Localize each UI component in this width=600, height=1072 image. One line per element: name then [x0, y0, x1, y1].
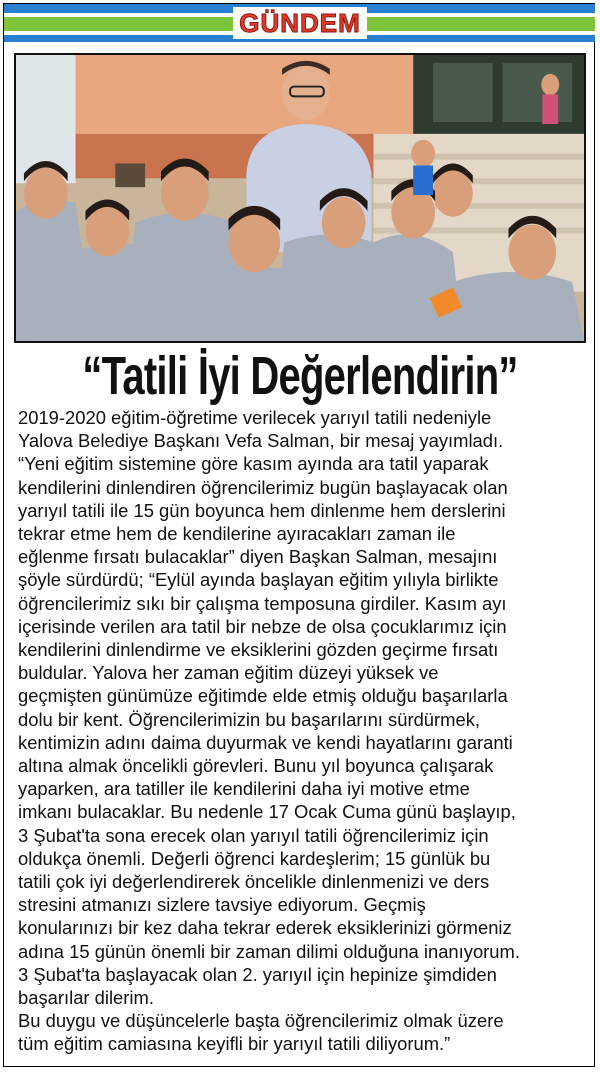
- body-line: dolu bir kent. Öğrencilerimizin bu başarılarını sürdürmek,: [18, 708, 481, 730]
- body-line: oldukça önemli. Değerli öğrenci kardeşlerim; 15 günlük bu: [18, 847, 491, 869]
- body-line: Bu duygu ve düşüncelerle başta öğrencilerimiz olmak üzere: [18, 1010, 504, 1032]
- body-line: Yalova Belediye Başkanı Vefa Salman, bir mesaj yayımladı.: [18, 430, 504, 452]
- body-line: kendilerini dinlendirme ve eksiklerini gözden geçirme fırsatı: [18, 639, 499, 661]
- body-line: 3 Şubat'ta başlayacak olan 2. yarıyıl için hepinize şimdiden: [18, 963, 497, 985]
- body-line: geçmişten günümüze eğitimde elde etmiş olduğu başarılarla: [18, 685, 508, 707]
- section-header: [0, 4, 600, 42]
- body-line: tatili çok iyi değerlendirerek öncelikle dinlenmenizi ve ders: [18, 871, 490, 893]
- body-line: imkanı bulacaklar. Bu nedenle 17 Ocak Cuma günü başlayıp,: [18, 801, 516, 823]
- photo-icon: [16, 55, 584, 341]
- headline: “Tatili İyi Değerlendirin”: [82, 346, 518, 406]
- section-label: GÜNDEM: [233, 7, 367, 39]
- body-line: buldular. Yalova her zaman eğitim düzeyi yüksek ve: [18, 662, 439, 684]
- news-photo: [14, 53, 586, 343]
- article-body: [18, 406, 584, 1056]
- body-line: 3 Şubat'ta sona erecek olan yarıyıl tatili öğrencilerimiz için: [18, 824, 489, 846]
- body-line: eğlenme fırsatı bulacaklar” diyen Başkan Salman, mesajını: [18, 546, 498, 568]
- body-line: öğrencilerimiz sıkı bir çalışma temposuna girdiler. Kasım ayı: [18, 592, 507, 614]
- body-line: içerisinde verilen ara tatil bir nebze de olsa çocuklarımız için: [18, 615, 507, 637]
- body-line: tekrar etme hem de kendilerine ayıracakları zaman ile: [18, 523, 456, 545]
- body-line: altına almak öncelikli görevleri. Bunu yıl boyunca çalışarak: [18, 755, 494, 777]
- body-line: kendilerini dinlendiren öğrencilerimiz bugün başlayacak olan: [18, 476, 508, 498]
- body-line: adına 15 günün önemli bir zaman dilimi olduğuna inanıyorum.: [18, 940, 520, 962]
- body-line: şöyle sürdürdü; “Eylül ayında başlayan eğitim yılıyla birlikte: [18, 569, 499, 591]
- body-line: konularınızı bir kez daha tekrar ederek eksiklerinizi görmeniz: [18, 917, 512, 939]
- body-line: stresini atmanızı sizlere tavsiye ediyorum. Geçmiş: [18, 894, 426, 916]
- body-line: yaparken, ara tatiller ile kendilerini daha iyi motive etme: [18, 778, 470, 800]
- body-line: 2019-2020 eğitim-öğretime verilecek yarıyıl tatili nedeniyle: [18, 407, 492, 428]
- body-line: başarılar dilerim.: [18, 987, 154, 1009]
- body-line: “Yeni eğitim sistemine göre kasım ayında ara tatil yaparak: [18, 453, 489, 475]
- body-line: tüm eğitim camiasına keyifli bir yarıyıl tatili diliyorum.”: [18, 1033, 451, 1055]
- body-line: kentimizin adını daima duyurmak ve kendi hayatlarını garanti: [18, 731, 513, 753]
- body-line: yarıyıl tatili ile 15 gün boyunca hem dinlenme hem derslerini: [18, 499, 506, 521]
